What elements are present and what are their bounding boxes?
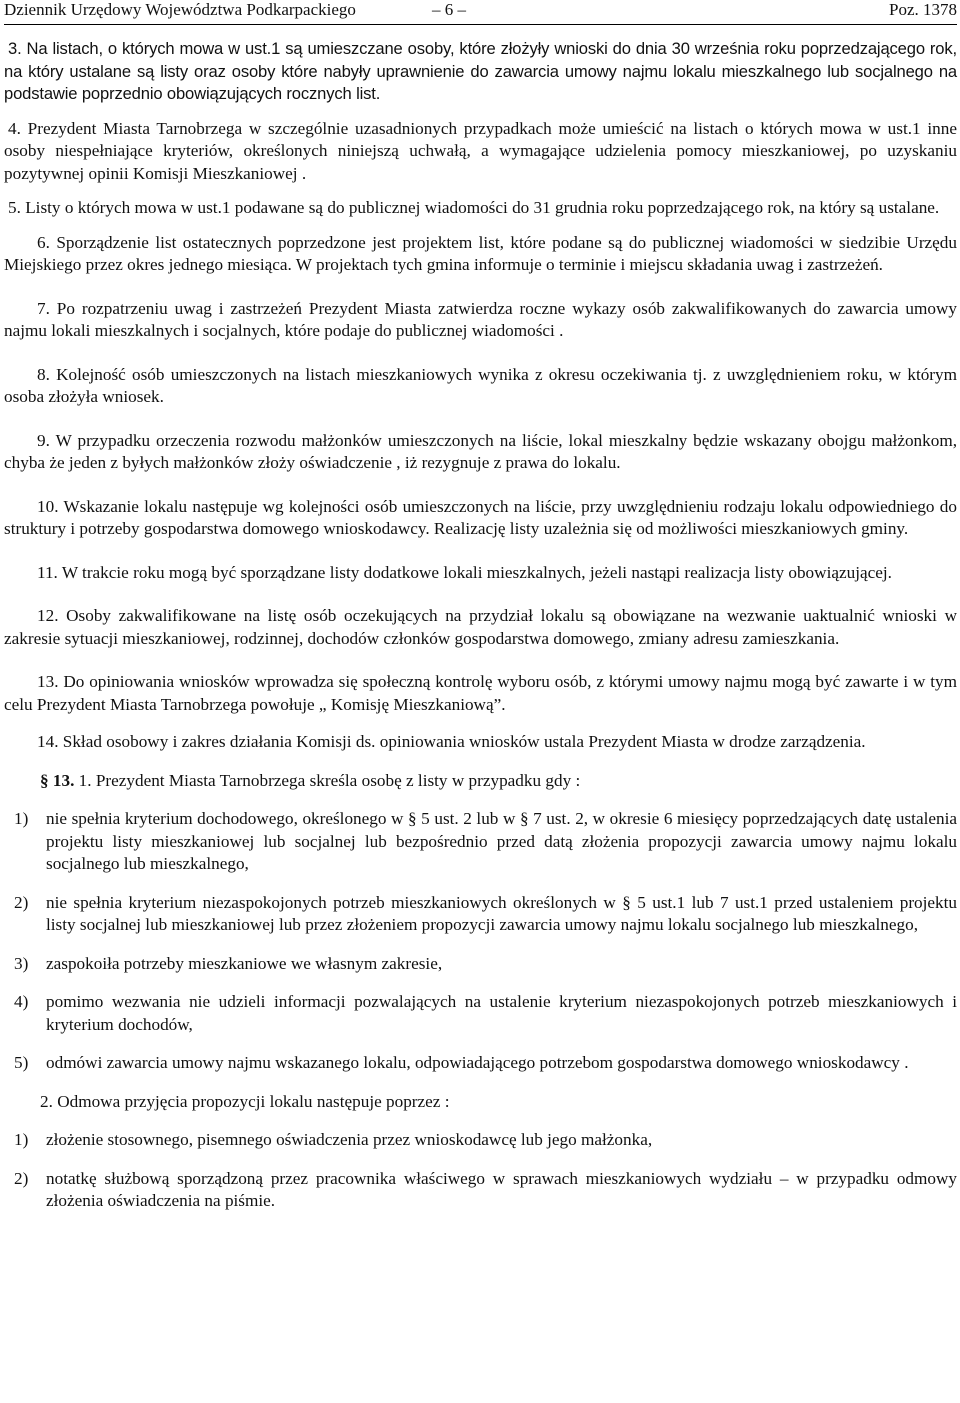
list-item-text: nie spełnia kryterium dochodowego, określonego w § 5 ust. 2 lub w § 7 ust. 2, w okresie 6 miesięcy poprzedzających datę ustalenia projektu listy mieszkaniowej lub socjalnej lub bezpośrednio przed datą złożenia propozycji zawarcia umowy najmu lokalu socjalnego lub mieszkalnego, <box>46 809 957 873</box>
list-item-number: 5) <box>14 1053 29 1072</box>
list-item-number: 3) <box>14 953 29 973</box>
paragraph-5: 5. Listy o których mowa w ust.1 podawane są do publicznej wiadomości do 31 grudnia roku poprzedzającego rok, na który są ustalane. <box>8 198 940 217</box>
paragraph-10: 10. Wskazanie lokalu następuje wg kolejności osób umieszczonych na liście, przy uwzględnieniu rodzaju lokalu odpowiedniego do struktury i potrzeby gospodarstwa domowego wnioskodawcy. Realizację listy uzależnia się od możliwości mieszkaniowych gminy. <box>4 496 957 538</box>
list-item-number: 2) <box>14 1168 29 1188</box>
list-item-number: 1) <box>14 1130 29 1149</box>
paragraph-9: 9. W przypadku orzeczenia rozwodu małżonków umieszczonych na liście, lokal mieszkalny będzie wskazany obojgu małżonkom, chyba że jeden z byłych małżonków złoży oświadczenie , iż rezygnuje z prawa do lokalu. <box>4 430 957 472</box>
paragraph-4: 4. Prezydent Miasta Tarnobrzega w szczególnie uzasadnionych przypadkach może umieścić na listach o których mowa w ust.1 inne osoby niespełniające kryteriów, określonych niniejszą uchwałą, a wymagające udzielenia pomocy mieszkaniowej, po uzyskaniu pozytywnej opinii Komisji Mieszkaniowej . <box>4 118 957 183</box>
list-item-text: zaspokoiła potrzeby mieszkaniowe we własnym zakresie, <box>46 953 443 973</box>
list-item-number: 2) <box>14 892 29 912</box>
list-item <box>4 808 957 876</box>
paragraph-6: 6. Sporządzenie list ostatecznych poprzedzone jest projektem list, które podane są do publicznej wiadomości w siedzibie Urzędu Miejskiego przez okres jednego miesiąca. W projektach tych gmina informuje o terminie i miejscu składania uwag i zastrzeżeń. <box>4 232 957 274</box>
list-item-text: notatkę służbową sporządzoną przez pracownika właściwego w sprawach mieszkaniowych wydziału – w przypadku odmowy złożenia oświadczenia na piśmie. <box>46 1168 957 1210</box>
paragraph-8: 8. Kolejność osób umieszczonych na listach mieszkaniowych wynika z okresu oczekiwania tj. z uwzględnieniem roku, w którym osoba złożyła wniosek. <box>4 364 957 406</box>
list-item-text: odmówi zawarcia umowy najmu wskazanego lokalu, odpowiadającego potrzebom gospodarstwa domowego wnioskodawcy . <box>46 1053 909 1072</box>
document-body <box>4 25 957 1213</box>
list-item <box>4 991 957 1036</box>
page-header <box>4 0 957 25</box>
point-2-text: 2. Odmowa przyjęcia propozycji lokalu następuje poprzez : <box>40 1091 450 1111</box>
paragraph-14: 14. Skład osobowy i zakres działania Komisji ds. opiniowania wniosków ustala Prezydent Miasta w drodze zarządzenia. <box>37 732 866 751</box>
journal-title: Dziennik Urzędowy Województwa Podkarpackiego <box>4 0 356 19</box>
section-mark: § 13. <box>40 770 75 790</box>
list-item-text: złożenie stosownego, pisemnego oświadczenia przez wnioskodawcę lub jego małżonka, <box>46 1130 653 1149</box>
position-number: Poz. 1378 <box>889 0 957 19</box>
list-item-number: 1) <box>14 809 29 828</box>
paragraph-13: 13. Do opiniowania wniosków wprowadza się społeczną kontrolę wyboru osób, z którymi umowy najmu mogą być zawarte i w tym celu Prezydent Miasta Tarnobrzega powołuje „ Komisję Mieszkaniową”. <box>4 672 957 714</box>
list-item-text: nie spełnia kryterium niezaspokojonych potrzeb mieszkaniowych określonych w § 5 ust.1 lub 7 ust.1 przed ustaleniem projektu listy socjalnej lub mieszkaniowej lub przez złożeniem propozycji zawarcia umowy najmu lokalu socjalnego lub mieszkalnego, <box>46 892 957 934</box>
list-item <box>4 953 957 976</box>
list-item-number: 4) <box>14 992 29 1011</box>
list-item-text: pomimo wezwania nie udzieli informacji pozwalających na ustalenie kryterium niezaspokojonych potrzeb mieszkaniowych i kryterium dochodów, <box>46 992 957 1034</box>
list-item <box>4 1052 957 1075</box>
section-13-point-2 <box>4 1091 957 1114</box>
list-item <box>4 892 957 937</box>
page-number: – 6 – <box>432 0 466 19</box>
list-item <box>4 1129 957 1152</box>
section-13-intro: 1. Prezydent Miasta Tarnobrzega skreśla osobę z listy w przypadku gdy : <box>74 770 581 790</box>
paragraph-12: 12. Osoby zakwalifikowane na listę osób oczekujących na przydział lokalu są obowiązane na wezwanie uaktualnić wnioski w zakresie sytuacji mieszkaniowej, rodzinnej, dochodów członków gospodarstwa domowego, zmiany adresu zamieszkania. <box>4 606 957 648</box>
paragraph-7: 7. Po rozpatrzeniu uwag i zastrzeżeń Prezydent Miasta zatwierdza roczne wykazy osób zakwalifikowanych do zawarcia umowy najmu lokali mieszkalnych i socjalnych, które podaje do publicznej wiadomości . <box>4 298 957 340</box>
paragraph-11: 11. W trakcie roku mogą być sporządzane listy dodatkowe lokali mieszkalnych, jeżeli nastąpi realizacja listy obowiązującej. <box>37 562 892 582</box>
paragraph-3: 3. Na listach, o których mowa w ust.1 są umieszczane osoby, które złożyły wnioski do dnia 30 września roku poprzedzającego rok, na który ustalane są listy oraz osoby które nabyły uprawnienie do zawarcia umowy najmu lokalu mieszkalnego lub socjalnego na podstawie poprzednio obowiązujących rocznych list. <box>4 39 957 103</box>
section-13-heading <box>4 770 957 793</box>
list-item <box>4 1168 957 1213</box>
